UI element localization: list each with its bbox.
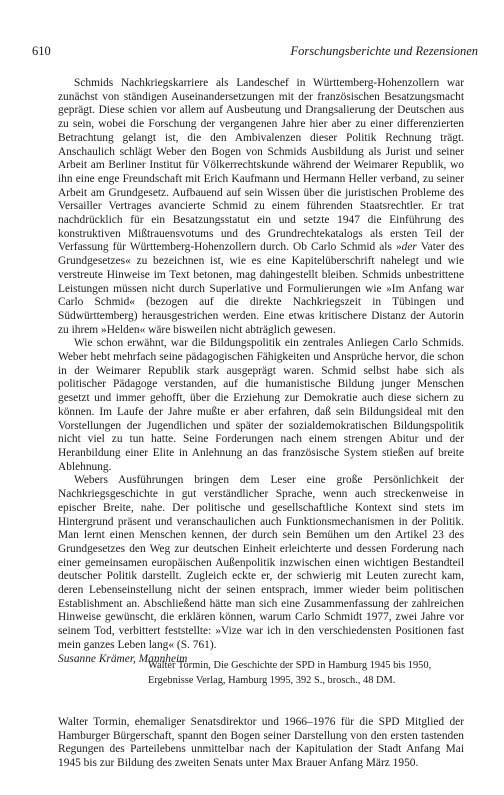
paragraph-1 [58,77,464,337]
next-review-paragraph-1: Walter Tormin, ehemaliger Senatsdirektor und 1966–1976 für die SPD Mitglied der Hamburger Bürgerschaft, spannt den Bogen seiner Darstellung von den ersten tastenden Regungen des Parteilebens unmittelbar nach der Kapitulation der Stadt Anfang Mai 1945 bis zur Bildung des zweiten Senats unter Max Brauer Anfang März 1950. [58,716,464,770]
running-head: Forschungsberichte und Rezensionen [290,44,478,58]
book-citation: Walter Tormin, Die Geschichte der SPD in Hamburg 1945 bis 1950, Ergebnisse Verlag, Hamburg 1995, 392 S., brosch., 48 DM. [148,660,432,686]
paragraph-1-emphasis: der [401,241,417,254]
paragraph-1-part-a: Schmids Nachkriegskarriere als Landeschef in Württemberg-Hohenzollern war zunächst von ständigen Auseinandersetzungen mit der französischen Besatzungsmacht geprägt. Diese schien vor allem auf Ausbeutung und Drangsalierung der Deutschen aus zu sein, wobei die Forschung der vergangenen Jahre hier aber zu einer differenzierten Betrachtung gelangt ist, die den Ambivalenzen dieser Politik Rechnung trägt. Anschaulich schlägt Weber den Bogen von Schmids Ausbildung als Jurist und seiner Arbeit am Berliner Institut für Völkerrechtskunde während der Weimarer Republik, wo ihn eine enge Freundschaft mit Erich Kaufmann und Hermann Heller verband, zu seiner Arbeit am Grundgesetz. Aufbauend auf sein Wissen über die juristischen Probleme des Versailler Vertrages avancierte Schmid zu einem führenden Staatsrechtler. Er trat nachdrücklich für ein Besatzungsstatut ein und setzte 1947 die Einführung des konstruktiven Mißtrauensvotums und des Grundrechtekatalogs als ersten Teil der Verfassung für Württemberg-Hohenzollern durch. Ob Carlo Schmid als » [58,77,464,254]
paragraph-1-part-b: Vater des Grundgesetzes« zu bezeichnen ist, wie es eine Kapitelüberschrift nahelegt und wie verstreute Hinweise im Text betonen, mag dahingestellt bleiben. Schmids unbestrittene Leistungen müssen nicht durch Superlative und Formulierungen wie »Im Anfang war Carlo Schmid« (bezogen auf die direkte Nachkriegszeit in Tübingen und Südwürttemberg) herausgestrichen werden. Eine etwas kritischere Distanz der Autorin zu ihrem »Helden« wäre bisweilen nicht abträglich gewesen. [58,241,464,336]
paragraph-3: Webers Ausführungen bringen dem Leser eine große Persönlichkeit der Nachkriegsgeschichte in gut verständlicher Sprache, wenn auch streckenweise in epischer Breite, nahe. Der politische und gesellschaftliche Kontext sind stets im Hintergrund präsent und veranschaulichen auch Funktionsmechanismen in der Politik. Man lernt einen Menschen kennen, der durch sein Bemühen um den Artikel 23 des Grundgesetzes den Weg zur deutschen Einheit erleichterte und dessen Forderung nach einer gemeinsamen europäischen Außenpolitik inzwischen einen wichtigen Bestandteil deutscher Politik darstellt. Zugleich eckte er, der schwierig mit Leuten zurecht kam, deren Lebenseinstellung nicht der seinen entsprach, immer wieder beim politischen Establishment an. Abschließend hätte man sich eine Zusammenfassung der zahlreichen Hinweise gewünscht, die erklären können, warum Carlo Schmidt 1977, zwei Jahre vor seinem Tod, verbittert feststellte: »Vize war ich in den verschiedensten Positionen fast mein ganzes Leben lang« (S. 761). [58,474,464,651]
page-number: 610 [32,44,51,58]
next-review-body [58,716,464,771]
review-article-body [58,77,464,666]
paragraph-2: Wie schon erwähnt, war die Bildungspolitik ein zentrales Anliegen Carlo Schmids. Weber hebt mehrfach seine pädagogischen Fähigkeiten und Ansprüche hervor, die schon in der Weimarer Republik stark ausgeprägt waren. Schmid selbst habe sich als politischer Pädagoge verstanden, auf die humanistische Bildung junger Menschen gesetzt und immer gehofft, über die Erziehung zur Demokratie auch diese sichern zu können. Im Laufe der Jahre mußte er aber erfahren, daß sein Bildungsideal mit den Vorstellungen der Jugendlichen und später der sozialdemokratischen Bildungspolitik nicht viel zu tun hatte. Seine Forderungen nach einem strengen Abitur und der Heranbildung einer Elite in Anlehnung an das französische System stießen auf breite Ablehnung. [58,337,464,473]
page-header [32,44,478,62]
author-signature: Susanne Krämer, Mannheim [58,652,188,665]
